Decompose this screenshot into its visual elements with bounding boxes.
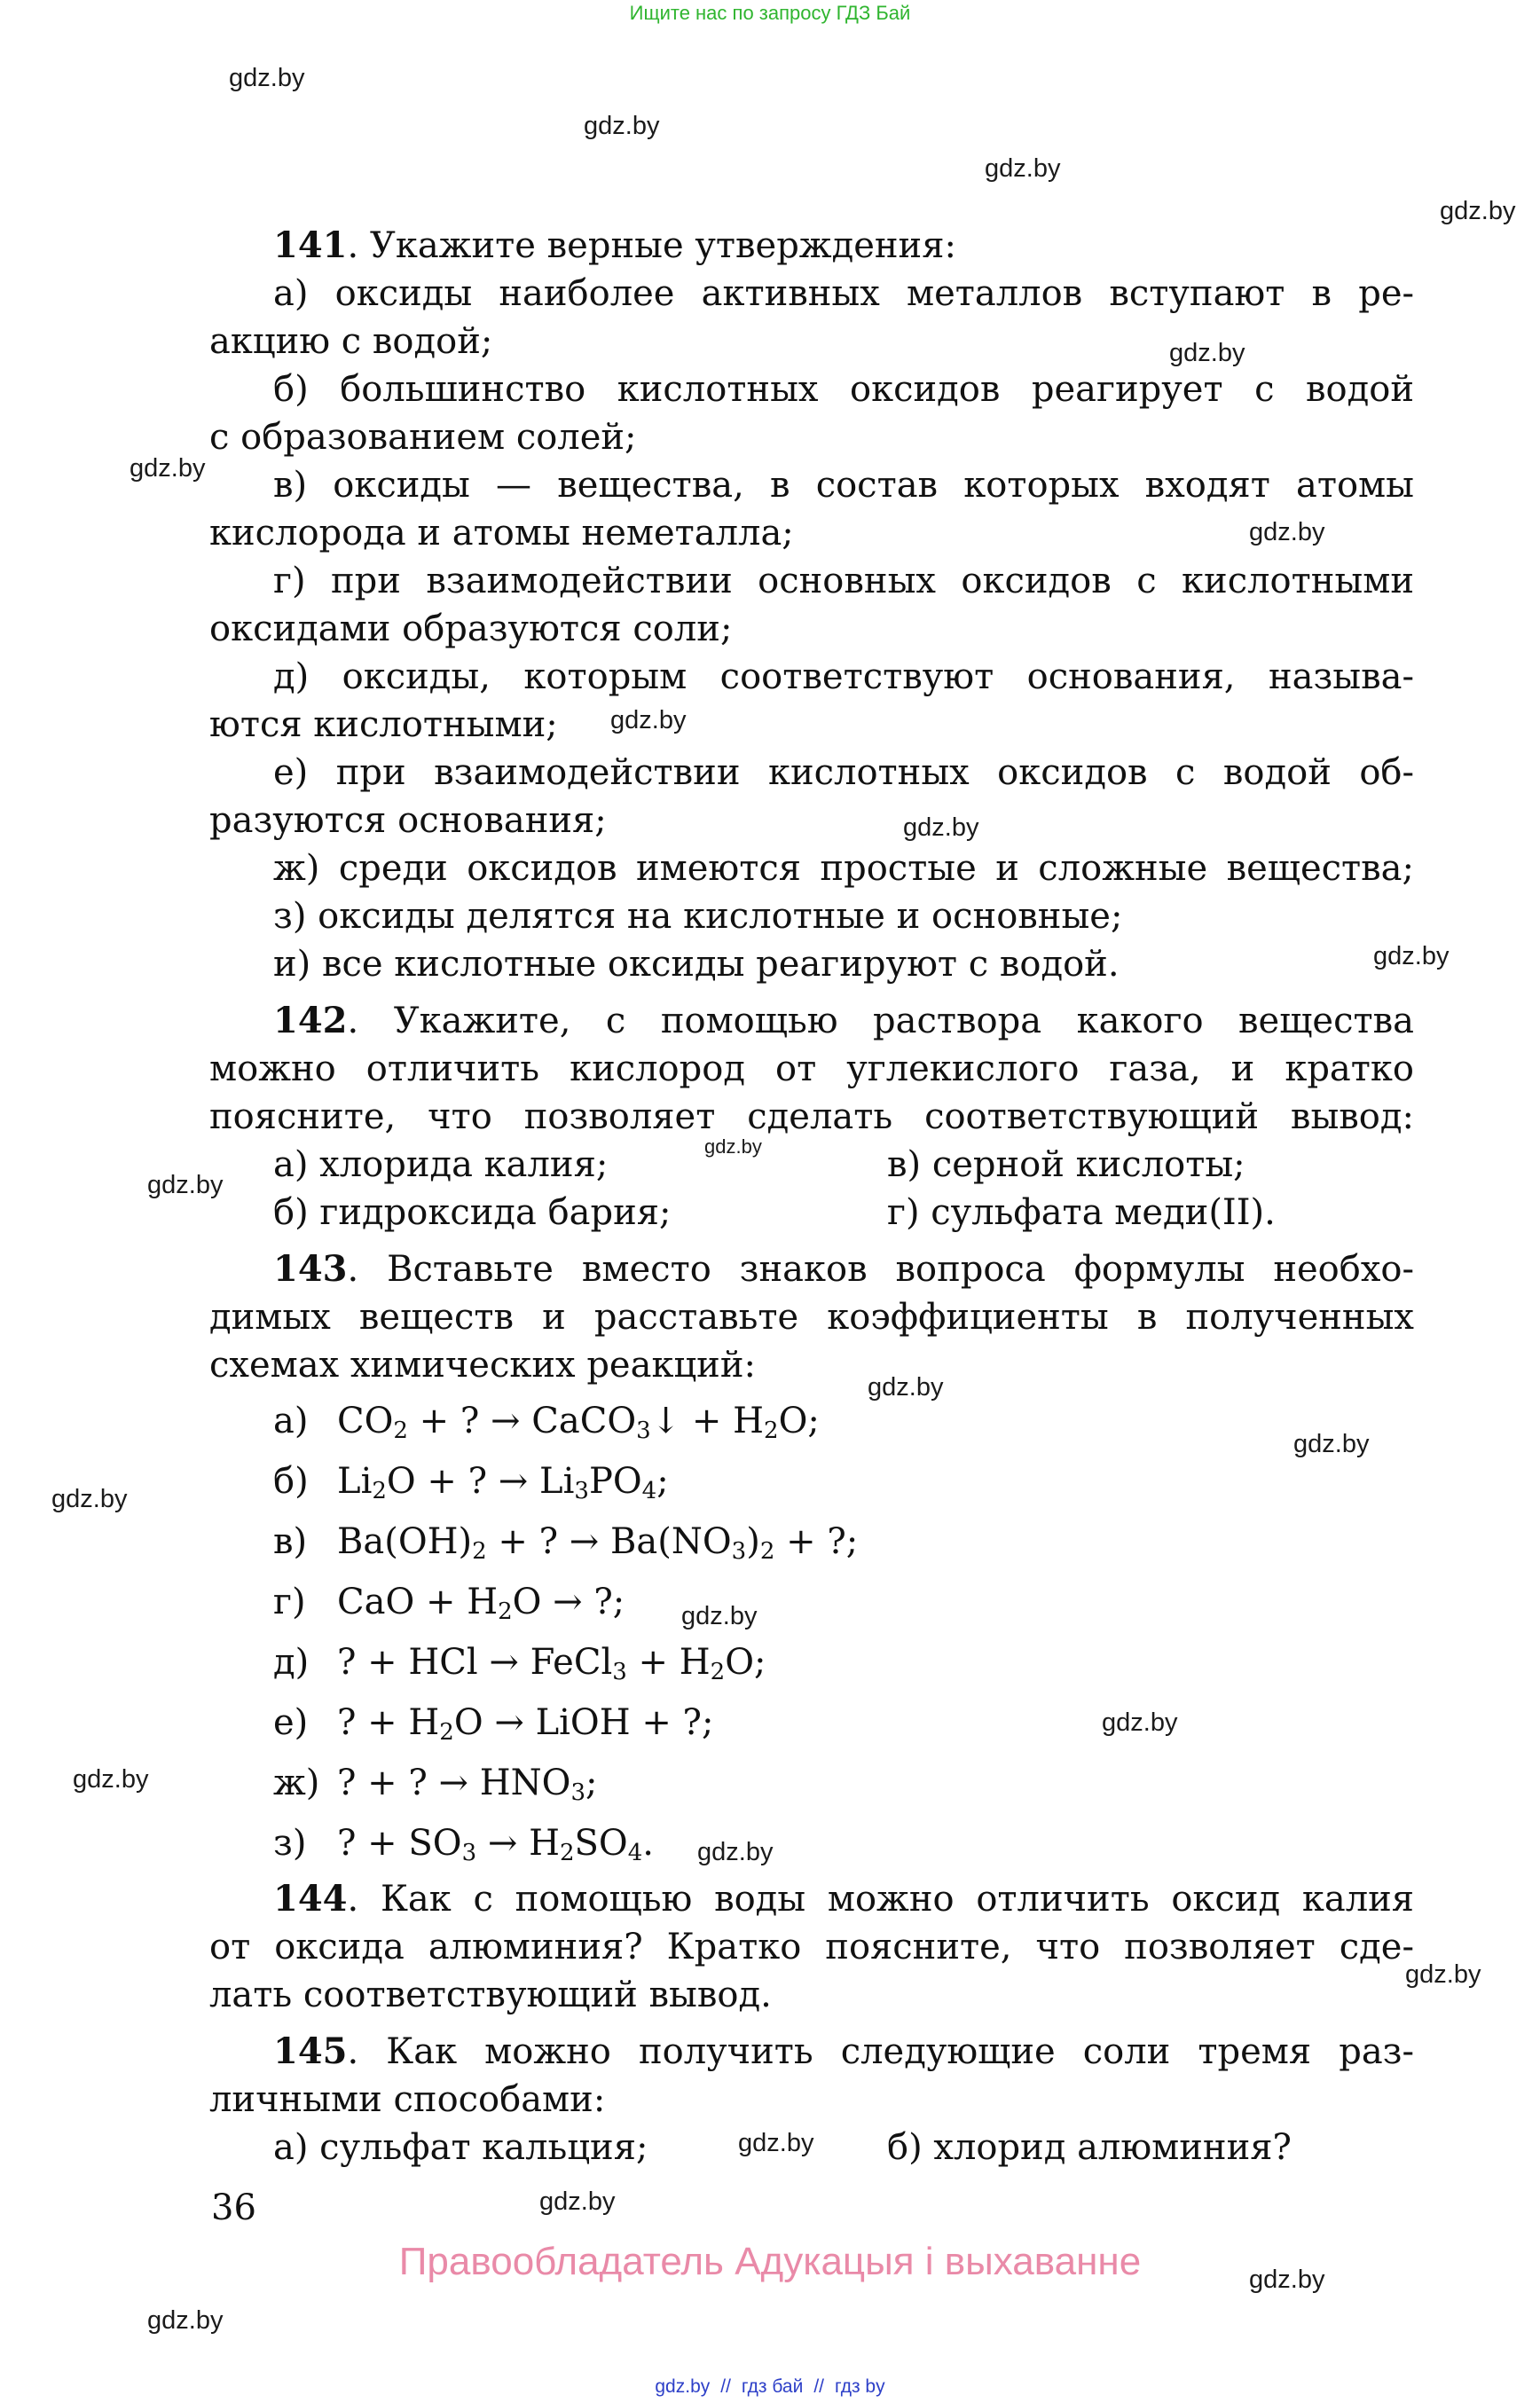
watermark: gdz.by	[147, 1171, 224, 1199]
watermark: gdz.by	[1405, 1960, 1481, 1989]
question-144: 144. Как с помощью воды можно отличить оксид калия от оксида алюминия? Кратко поясните, что позволяет сде- лать соответствующий вывод.	[209, 1878, 1414, 2015]
statement-v: в) оксиды — вещества, в состав которых входят атомы	[273, 465, 1414, 506]
footer-separator: //	[813, 2376, 824, 2397]
watermark: gdz.by	[704, 1135, 762, 1158]
reaction-v: в) $Ba(OH)_2$ + ? → $Ba(NO_3)_2$ + ?;	[273, 1521, 859, 1565]
watermark: gdz.by	[584, 112, 660, 140]
footer-separator: //	[720, 2376, 731, 2397]
question-142: 142. Укажите, с помощью раствора какого вещества можно отличить кислород от углекислого газа, и кратко поясните, что позволяет сделать соответствующий вывод: а) хлорида калия; в) серной кислоты; б) гидроксида бария; г) сульфата меди(II).	[209, 997, 1414, 1237]
question-number: 143	[273, 1248, 348, 1290]
watermark: gdz.by	[738, 2129, 814, 2157]
option-v: в) серной кислоты;	[887, 1144, 1245, 1185]
footer-link-gdz-by[interactable]: gdz.by	[655, 2376, 711, 2397]
reaction-g: г) CaO + $H_2O$ → ?;	[273, 1582, 625, 1625]
watermark: gdz.by	[1169, 339, 1245, 367]
statement-b: б) большинство кислотных оксидов реагирует с водой	[273, 369, 1414, 410]
question-number: 141	[273, 224, 348, 266]
copyright-notice: Правообладатель Адукацыя і выхаванне	[398, 2240, 1142, 2283]
statement-d-cont: ются кислотными;	[209, 704, 558, 745]
statement-zh: ж) среди оксидов имеются простые и сложные вещества;	[273, 848, 1414, 889]
option-a: а) хлорида калия;	[273, 1144, 609, 1185]
watermark: gdz.by	[697, 1838, 774, 1866]
reaction-d: д) ? + HCl → FeCl$_3$ + $H_2O$;	[273, 1642, 766, 1685]
watermark: gdz.by	[610, 706, 687, 734]
question-number: 142	[273, 1000, 348, 1041]
watermark: gdz.by	[903, 813, 979, 842]
watermark: gdz.by	[1102, 1708, 1178, 1737]
question-141-title: 141. Укажите верные утверждения:	[273, 224, 956, 266]
reaction-zh: ж) ? + ? → $HNO_3$;	[273, 1763, 598, 1806]
statement-z: з) оксиды делятся на кислотные и основные;	[273, 896, 1123, 937]
statement-g: г) при взаимодействии основных оксидов с кислотными	[273, 561, 1414, 601]
question-number: 144	[273, 1878, 348, 1920]
options-row	[209, 1141, 1414, 1189]
watermark: gdz.by	[985, 154, 1061, 183]
page-number: 36	[211, 2187, 256, 2228]
reaction-a: а) $CO_2$ + ? → CaCO$_3$↓ + $H_2O$;	[273, 1401, 820, 1444]
statement-v-cont: кислорода и атомы неметалла;	[209, 513, 794, 554]
footer-links	[0, 2376, 1540, 2398]
option-a: а) сульфат кальция;	[273, 2127, 648, 2168]
statement-b-cont: с образованием солей;	[209, 417, 637, 458]
statement-g-cont: оксидами образуются соли;	[209, 609, 733, 649]
reaction-list	[209, 1391, 1414, 1873]
statement-e-cont: разуются основания;	[209, 800, 607, 841]
statement-e: е) при взаимодействии кислотных оксидов с водой об-	[273, 752, 1414, 793]
watermark: gdz.by	[1373, 942, 1450, 970]
statement-a-cont: акцию с водой;	[209, 321, 493, 362]
options-row	[209, 2124, 1414, 2171]
footer-link-gdz-by-2[interactable]: гдз by	[834, 2376, 885, 2397]
watermark: gdz.by	[51, 1485, 128, 1513]
question-145: 145. Как можно получить следующие соли тремя раз- личными способами: а) сульфат кальция; б) хлорид алюминия?	[209, 2028, 1414, 2171]
watermark: gdz.by	[1440, 197, 1516, 225]
watermark: gdz.by	[147, 2306, 224, 2335]
watermark: gdz.by	[868, 1373, 944, 1402]
top-banner[interactable]: Ищите нас по запросу ГДЗ Бай	[629, 2, 911, 24]
watermark: gdz.by	[229, 64, 305, 92]
option-g: г) сульфата меди(II).	[887, 1192, 1276, 1233]
statement-d: д) оксиды, которым соответствуют основания, называ-	[273, 656, 1414, 697]
reaction-e: е) ? + $H_2O$ → LiOH + ?;	[273, 1702, 714, 1746]
watermark: gdz.by	[1293, 1430, 1370, 1458]
question-number: 145	[273, 2030, 348, 2072]
question-143: 143. Вставьте вместо знаков вопроса формулы необхо- димых веществ и расставьте коэффициенты в полученных схемах химических реакций:	[209, 1248, 1414, 1386]
watermark: gdz.by	[539, 2187, 616, 2216]
question-141	[209, 222, 1414, 988]
watermark: gdz.by	[1249, 2266, 1325, 2294]
reaction-b: б) $Li_2O$ + ? → $Li_3PO_4$;	[273, 1461, 669, 1504]
statement-i: и) все кислотные оксиды реагируют с водой.	[273, 944, 1120, 985]
watermark: gdz.by	[1249, 518, 1325, 546]
statement-a: а) оксиды наиболее активных металлов вступают в ре-	[273, 273, 1414, 314]
watermark: gdz.by	[681, 1602, 758, 1630]
watermark: gdz.by	[73, 1765, 149, 1794]
options-row	[209, 1189, 1414, 1237]
option-b: б) хлорид алюминия?	[887, 2127, 1292, 2168]
footer-link-gdz-bai[interactable]: гдз бай	[741, 2376, 804, 2397]
option-b: б) гидроксида бария;	[273, 1192, 672, 1233]
reaction-z: з) ? + $SO_3 \to H_2SO_4$.	[273, 1823, 654, 1866]
watermark: gdz.by	[130, 454, 206, 483]
